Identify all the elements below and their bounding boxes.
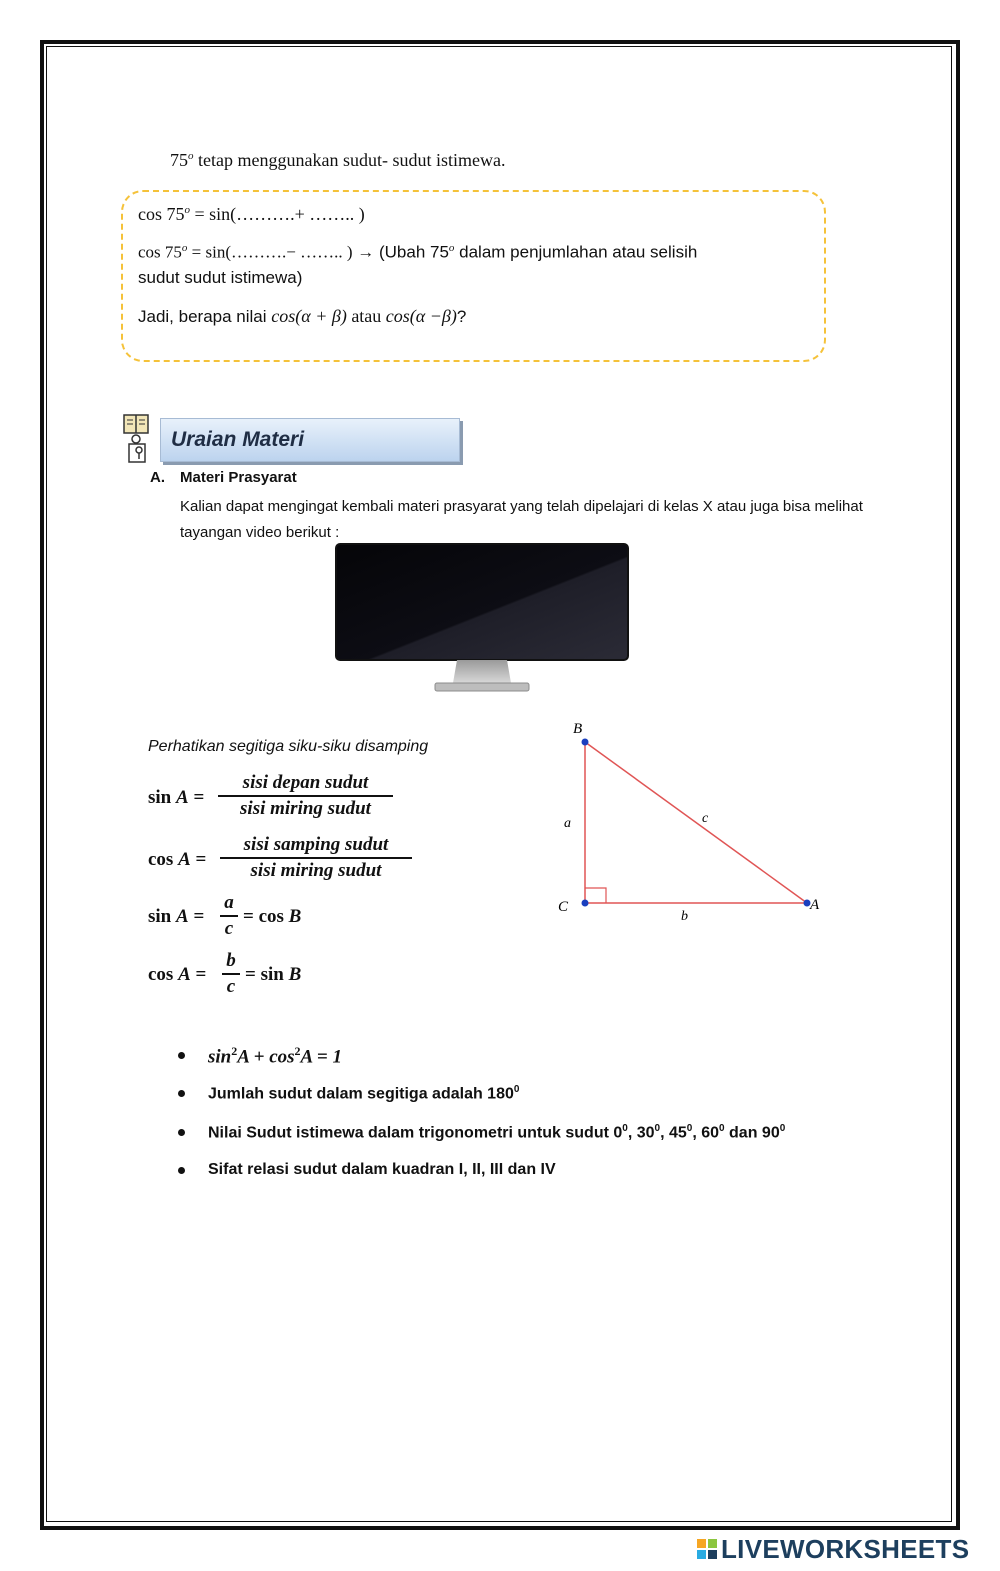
vertex-c (582, 900, 589, 907)
identity-end: A = 1 (300, 1046, 342, 1068)
f4-var: A (178, 964, 191, 985)
f3-numerator: a (224, 892, 234, 913)
f1-fraction (218, 772, 393, 820)
formula-cos-a (148, 834, 418, 889)
label-a-vertex: A (810, 897, 820, 913)
line2-degree-2: o (448, 242, 455, 254)
line3-intro: Jadi, berapa nilai (138, 307, 272, 326)
f3-var: A (176, 906, 189, 927)
f2-denominator: sisi miring sudut (250, 859, 382, 881)
question-line-3 (138, 306, 466, 327)
line2-degree: o (181, 242, 188, 254)
f4-eq: = (190, 964, 207, 985)
question-line-1 (138, 204, 365, 225)
f1-eq: = (188, 787, 205, 808)
special-s3: 0 (686, 1123, 693, 1134)
quadrant-text: Sifat relasi sudut dalam kuadran I, II, III dan IV (208, 1161, 556, 1178)
intro-sentence: tetap menggunakan sudut- sudut istimewa. (193, 150, 506, 170)
special-s2: 0 (654, 1123, 661, 1134)
special-angles-text (208, 1123, 785, 1142)
section-banner-title: Uraian Materi (171, 428, 305, 451)
line1-cos: cos 75 (138, 204, 185, 224)
identity-mid: A + cos (237, 1046, 295, 1068)
line2-cos: cos 75 (138, 242, 182, 262)
f3-fraction (220, 892, 238, 940)
section-a-title: Materi Prasyarat (180, 469, 297, 486)
formula-sin-a (148, 772, 408, 827)
special-e: dan 90 (724, 1124, 780, 1142)
formula-cos-a-ratio (148, 950, 348, 1005)
line2-note: (Ubah 75 (374, 242, 449, 262)
bullet-dot-icon (178, 1052, 185, 1059)
f4-denominator: c (226, 975, 236, 997)
f4-rhs-eq: = (245, 964, 256, 985)
line3-expr-sum: cos(α + β) (271, 306, 347, 326)
f3-fn: sin (148, 906, 172, 927)
f3-denominator: c (224, 917, 234, 939)
label-b-vertex: B (573, 721, 583, 737)
right-angle-marker (585, 888, 606, 903)
special-s4: 0 (719, 1123, 725, 1134)
line3-expr-diff: cos(α −β) (385, 306, 457, 326)
f2-fraction (220, 834, 412, 882)
identity-sin: sin (208, 1046, 232, 1068)
question-line-2 (138, 242, 697, 263)
vertex-b (582, 739, 589, 746)
intro-degree: o (188, 150, 194, 162)
bullet-dot-icon (178, 1167, 185, 1174)
arrow-icon: → (357, 242, 375, 262)
book-icon (121, 412, 153, 466)
logo-text: LIVEWORKSHEETS (721, 1533, 970, 1564)
line1-sin: = sin(……….+ …….. ) (190, 204, 365, 224)
f4-rhs-var: B (288, 964, 302, 985)
triangle-intro-text: Perhatikan segitiga siku-siku disamping (148, 738, 429, 755)
f2-numerator: sisi samping sudut (243, 834, 389, 855)
formula-sin-a-ratio (148, 892, 348, 947)
bullet-dot-icon (178, 1090, 185, 1097)
label-side-a: a (564, 816, 571, 831)
f1-fn: sin (148, 787, 172, 808)
line3-atau: atau (346, 306, 386, 326)
f3-eq: = (188, 906, 205, 927)
label-c-vertex: C (558, 899, 569, 915)
intro-angle: 75 (170, 150, 188, 170)
bullet-dot-icon (178, 1129, 185, 1136)
side-c (585, 742, 807, 903)
special-d: , 60 (692, 1124, 720, 1142)
f3-rhs-var: B (288, 906, 302, 927)
question-line-2-continued: sudut sudut istimewa) (138, 268, 303, 287)
f1-denominator: sisi miring sudut (240, 797, 371, 819)
special-a: Nilai Sudut istimewa dalam trigonometri untuk sudut 0 (208, 1124, 623, 1142)
label-side-c: c (702, 811, 709, 826)
label-side-b: b (681, 909, 688, 924)
f4-rhs-fn: sin (260, 964, 284, 985)
line2-sin: = sin(……….− …….. ) (187, 242, 353, 262)
line2-note-end: dalam penjumlahan atau selisih (454, 242, 698, 262)
section-a-text: Kalian dapat mengingat kembali materi prasyarat yang telah dipelajari di kelas X atau juga bisa melihat tayangan video berikut : (180, 498, 863, 541)
f3-rhs-eq: = (243, 906, 254, 927)
video-monitor[interactable] (335, 543, 629, 693)
line3-question-mark: ? (456, 307, 467, 326)
f2-fn: cos (148, 849, 174, 870)
f3-rhs-fn: cos (258, 906, 284, 927)
f4-numerator: b (226, 950, 236, 971)
f1-numerator: sisi depan sudut (242, 772, 369, 793)
line1-degree: o (184, 204, 190, 216)
f2-var: A (178, 849, 191, 870)
special-s5: 0 (779, 1123, 786, 1134)
special-b: , 30 (627, 1124, 655, 1142)
angle-sum-text (208, 1084, 519, 1103)
identity-formula (208, 1044, 342, 1068)
identity-sq-2: 2 (294, 1044, 301, 1058)
right-triangle-diagram (550, 715, 840, 930)
identity-sq-1: 2 (231, 1044, 238, 1058)
angle-sum-main: Jumlah sudut dalam segitiga adalah 180 (208, 1085, 514, 1103)
angle-sum-degree: 0 (513, 1084, 520, 1095)
f4-fn: cos (148, 964, 174, 985)
f4-fraction (222, 950, 240, 998)
logo-grid-icon (697, 1539, 717, 1559)
f1-var: A (176, 787, 189, 808)
section-banner (160, 418, 460, 462)
intro-text (170, 150, 505, 171)
liveworksheets-logo[interactable] (697, 1533, 970, 1564)
f2-eq: = (190, 849, 207, 870)
special-c: , 45 (660, 1124, 687, 1142)
special-s1: 0 (622, 1123, 628, 1134)
section-a-letter: A. (150, 469, 165, 486)
